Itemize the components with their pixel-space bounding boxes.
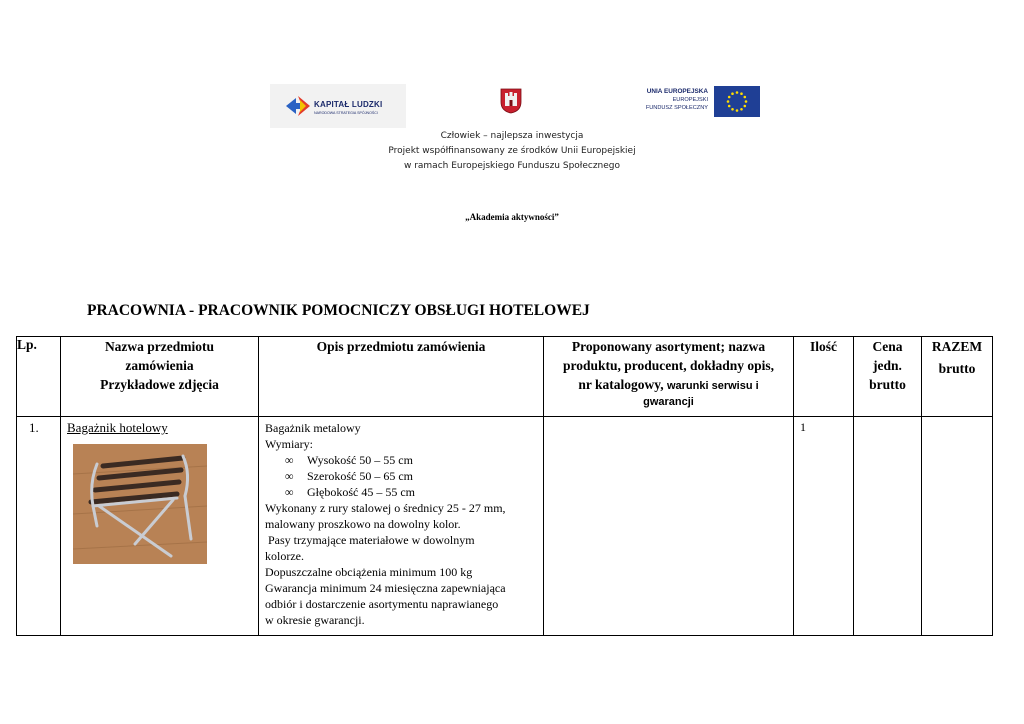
header-unit-price-line-2: jedn. — [873, 358, 902, 373]
row-description-cell — [259, 417, 544, 636]
order-table — [16, 336, 993, 636]
row-lp: 1. — [29, 420, 39, 435]
row-total-cell[interactable] — [922, 417, 993, 636]
coat-of-arms-icon — [500, 87, 522, 114]
kapital-ludzki-subtitle: NARODOWA STRATEGIA SPÓJNOŚCI — [314, 111, 378, 115]
header-description-label: Opis przedmiotu zamówienia — [316, 339, 486, 354]
header-proposed-small-1: warunki serwisu i — [666, 380, 759, 392]
desc-line-10: w okresie gwarancji. — [265, 613, 365, 627]
desc-line-8: Gwarancja minimum 24 miesięczna zapewniająca — [265, 581, 506, 595]
desc-line-9: odbiór i dostarczenie asortymentu naprawianego — [265, 597, 499, 611]
header-unit-price-line-1: Cena — [872, 339, 903, 354]
section-title: PRACOWNIA - PRACOWNIK POMOCNICZY OBSŁUGI HOTELOWEJ — [87, 302, 590, 319]
desc-line-2: Wymiary: — [265, 437, 313, 451]
header-lp-label: Lp. — [17, 337, 37, 352]
eu-flag-icon — [714, 86, 760, 117]
kapital-ludzki-title: KAPITAŁ LUDZKI — [314, 100, 383, 109]
header-line-3: w ramach Europejskiego Funduszu Społecznego — [403, 161, 621, 171]
header-proposed-line-3: nr katalogowy, — [578, 377, 664, 392]
dimension-height — [265, 452, 539, 468]
desc-line-1: Bagażnik metalowy — [265, 421, 361, 435]
kapital-ludzki-logo — [270, 84, 406, 128]
header-line-2: Projekt współfinansowany ze środków Unii Europejskiej — [388, 146, 636, 156]
table-row — [17, 417, 993, 636]
bullet-icon: ∞ — [285, 453, 294, 467]
item-description — [259, 417, 543, 628]
header-proposed-small-2: gwarancji — [643, 396, 694, 408]
desc-line-4: malowany proszkowo na dowolny kolor. — [265, 517, 461, 531]
desc-line-5: Pasy trzymające materiałowe w dowolnym — [265, 533, 475, 547]
header-item-name-line-3: Przykładowe zdjęcia — [100, 377, 219, 392]
header-quantity — [794, 337, 854, 417]
dimension-width — [265, 468, 539, 484]
kapital-ludzki-arrow-icon — [286, 94, 312, 118]
bullet-icon: ∞ — [285, 485, 294, 499]
header-quantity-label: Ilość — [810, 339, 837, 354]
header-proposed-line-2: produktu, producent, dokładny opis, — [562, 358, 775, 373]
row-name-cell — [61, 417, 259, 636]
dimension-height-text: Wysokość 50 – 55 cm — [307, 453, 413, 467]
row-quantity-cell — [794, 417, 854, 636]
row-proposed-cell[interactable] — [544, 417, 794, 636]
desc-line-7: Dopuszczalne obciążenia minimum 100 kg — [265, 565, 473, 579]
header-proposed-assortment — [544, 337, 794, 417]
bullet-icon: ∞ — [285, 469, 294, 483]
header-item-name-line-2: zamówienia — [125, 358, 194, 373]
table-header-row — [17, 337, 993, 417]
header-total — [922, 337, 993, 417]
desc-line-3: Wykonany z rury stalowej o średnicy 25 - 27 mm, — [265, 501, 506, 515]
header-total-line-2: brutto — [938, 361, 976, 376]
header-item-name-line-1: Nazwa przedmiotu — [104, 339, 215, 354]
header-line-1: Człowiek – najlepsza inwestycja — [440, 131, 584, 141]
item-name: Bagażnik hotelowy — [67, 420, 168, 435]
row-lp-cell — [17, 417, 61, 636]
eu-logo — [640, 86, 760, 118]
header-lp — [17, 337, 61, 417]
header-unit-price — [854, 337, 922, 417]
header-proposed-line-1: Proponowany asortyment; nazwa — [571, 339, 766, 354]
header-total-line-1: RAZEM — [931, 339, 983, 354]
project-name: „Akademia aktywności” — [465, 212, 559, 222]
dimension-depth — [265, 484, 539, 500]
dimension-width-text: Szerokość 50 – 65 cm — [307, 469, 413, 483]
luggage-rack-photo — [73, 444, 207, 564]
eu-logo-line3: FUNDUSZ SPOŁECZNY — [645, 105, 708, 111]
dimension-depth-text: Głębokość 45 – 55 cm — [307, 485, 415, 499]
row-unit-price-cell[interactable] — [854, 417, 922, 636]
header-description — [259, 337, 544, 417]
header-item-name — [61, 337, 259, 417]
desc-line-6: kolorze. — [265, 549, 304, 563]
header-unit-price-line-3: brutto — [869, 377, 906, 392]
row-quantity: 1 — [800, 420, 806, 434]
eu-logo-line2: EUROPEJSKI — [672, 97, 708, 103]
eu-logo-title: UNIA EUROPEJSKA — [646, 88, 708, 95]
